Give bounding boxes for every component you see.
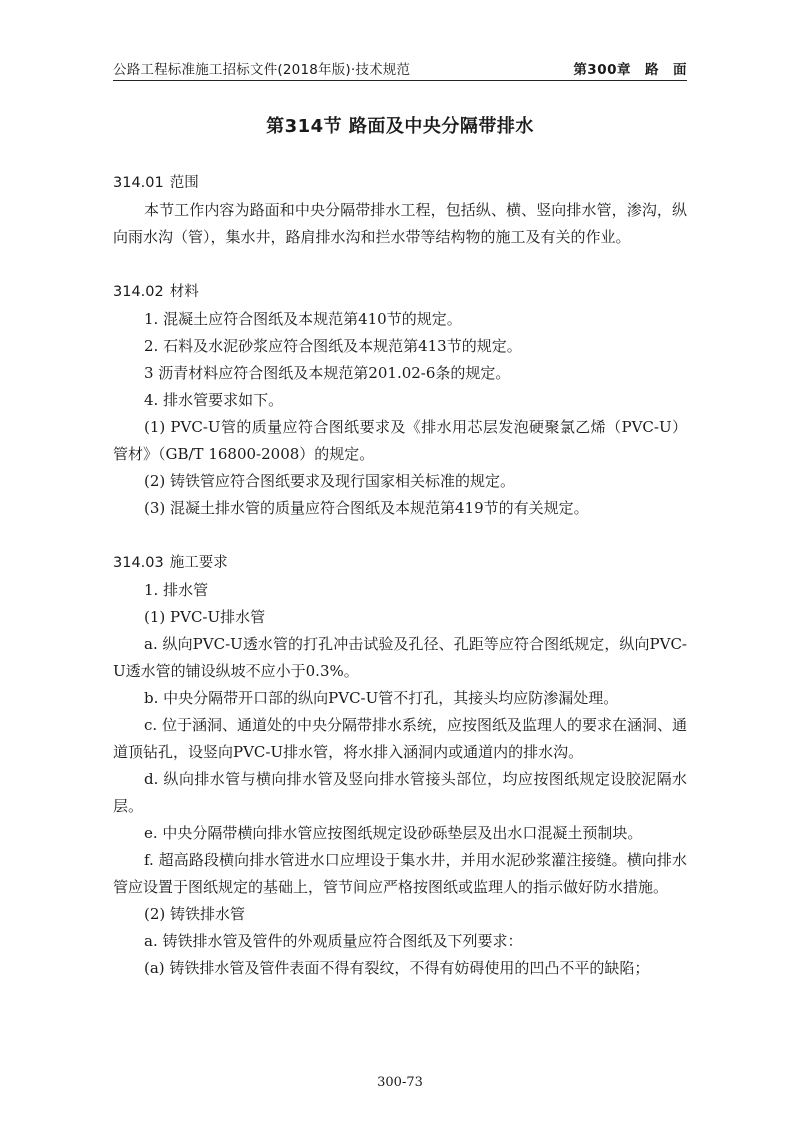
subsection-number: 314.03 [113,555,164,571]
paragraph: 1. 排水管 [144,581,209,599]
subsection-title: 范围 [169,175,199,191]
paragraph: (2) 铸铁管应符合图纸要求及现行国家相关标准的规定。 [144,472,516,490]
subsection-heading-314-03 [113,550,687,577]
paragraph: (1) PVC-U管的质量应符合图纸要求及《排水用芯层发泡硬聚氯乙烯（PVC-U）管材》（GB/T 16800-2008）的规定。 [113,418,687,463]
paragraph: (2) 铸铁排水管 [144,905,246,923]
paragraph: e. 中央分隔带横向排水管应按图纸规定设砂砾垫层及出水口混凝土预制块。 [144,824,643,842]
section-title: 第314节 路面及中央分隔带排水 [266,116,534,137]
paragraph: (1) PVC-U排水管 [144,608,266,626]
paragraph: d. 纵向排水管与横向排水管及竖向排水管接头部位，均应按图纸规定设胶泥隔水层。 [113,770,687,815]
paragraph: a. 铸铁排水管及管件的外观质量应符合图纸及下列要求： [144,932,523,950]
running-header [113,52,687,81]
header-document-title: 公路工程标准施工招标文件(2018年版)·技术规范 [113,62,411,78]
subsection-heading-314-01 [113,170,687,197]
subsection-number: 314.02 [113,284,164,300]
subsection-title: 施工要求 [169,555,228,571]
paragraph: 3 沥青材料应符合图纸及本规范第201.02-6条的规定。 [144,364,511,382]
header-chapter: 第300章 路 面 [573,62,687,78]
subsection-title: 材料 [169,284,199,300]
document-body [113,170,687,982]
paragraph: a. 纵向PVC-U透水管的打孔冲击试验及孔径、孔距等应符合图纸规定，纵向PVC-U透水管的铺设纵坡不应小于0.3%。 [113,635,687,680]
paragraph: b. 中央分隔带开口部的纵向PVC-U管不打孔，其接头均应防渗漏处理。 [144,689,619,707]
paragraph: 2. 石料及水泥砂浆应符合图纸及本规范第413节的规定。 [144,337,522,355]
paragraph: f. 超高路段横向排水管进水口应埋设于集水井，并用水泥砂浆灌注接缝。横向排水管应设置于图纸规定的基础上，管节间应严格按图纸或监理人的指示做好防水措施。 [113,851,687,896]
subsection-number: 314.01 [113,175,164,191]
paragraph: c. 位于涵洞、通道处的中央分隔带排水系统，应按图纸及监理人的要求在涵洞、通道顶钻孔，设竖向PVC-U排水管，将水排入涵洞内或通道内的排水沟。 [113,716,687,761]
paragraph: 本节工作内容为路面和中央分隔带排水工程，包括纵、横、竖向排水管，渗沟，纵向雨水沟（管），集水井，路肩排水沟和拦水带等结构物的施工及有关的作业。 [113,201,687,246]
spacer [113,251,687,279]
subsection-heading-314-02 [113,279,687,306]
spacer [113,522,687,550]
paragraph: (3) 混凝土排水管的质量应符合图纸及本规范第419节的有关规定。 [144,499,589,517]
paragraph: 1. 混凝土应符合图纸及本规范第410节的规定。 [144,310,462,328]
page-number: 300-73 [377,1075,423,1090]
paragraph: 4. 排水管要求如下。 [144,391,284,409]
paragraph: (a) 铸铁排水管及管件表面不得有裂纹，不得有妨碍使用的凹凸不平的缺陷； [144,959,650,977]
